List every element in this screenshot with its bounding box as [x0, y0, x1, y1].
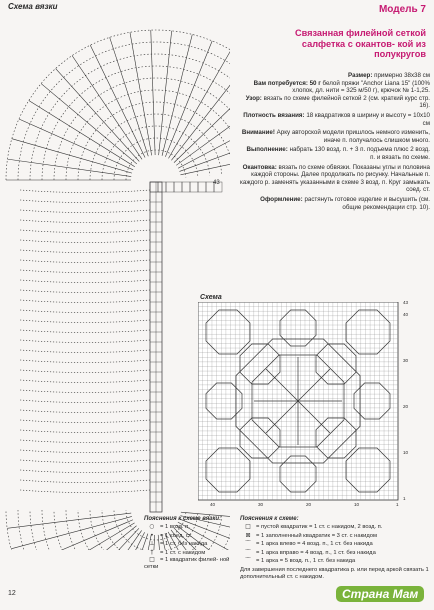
- col-number: 20: [306, 502, 312, 507]
- spec-pattern: Узор: вязать по схеме филейной сеткой 2 (см. краткий курс стр. 16).: [245, 94, 430, 110]
- filet-chart: [198, 302, 402, 510]
- row-number: 40: [403, 312, 409, 317]
- legend-item: ⌒ = 1 арка вправо = 4 возд. п., 1 ст. без накида: [245, 549, 376, 556]
- legend-item: ○ = 1 возд. п.: [149, 524, 190, 530]
- spec-materials: Вам потребуется: 50 г белой пряжи "Anchor Liana 15" (100% хлопок, дл. нити = 325 м/50 г), крючок № 1-1,25.: [253, 79, 430, 95]
- row-number: 10: [403, 450, 409, 455]
- row-number: 43: [403, 300, 409, 305]
- spec-attention: Внимание! Арку авторской модели пришлось немного изменить, иначе п. получалось слишком много.: [241, 129, 430, 144]
- spec-edging: Окантовка: вязать по схеме обвязки. Показаны углы и половина каждой стороны. Далее продолжать по рисунку. Начальные п. каждого р. заменять указанными в схеме 3 возд. п. Круг замыкать соед. ст.: [240, 163, 430, 194]
- spec-block: [240, 72, 430, 211]
- legend-item: † = 1 ст. с накидом: [150, 549, 206, 556]
- legend-item: ⊥ = 1 ст. без накида: [149, 541, 208, 548]
- legend-item: • = 1 соед. ст.: [150, 532, 193, 539]
- legend-item: □ = 1 квадратик филей- ной сетки: [144, 557, 230, 571]
- left-chart-title: Схема вязки: [8, 2, 58, 11]
- legend-left: [144, 516, 234, 571]
- spec-gauge: Плотность вязания: 18 квадратиков в ширину и высоту = 10х10 см: [243, 111, 430, 127]
- row-number: 1: [403, 496, 406, 501]
- model-title: Модель 7: [378, 4, 426, 15]
- legend-item: □ = пустой квадратик = 1 ст. с накидом, 2 возд. п.: [245, 524, 383, 530]
- spec-finishing: Оформление: растянуть готовое изделие и высушить (см. общие рекомендации стр. 10).: [260, 195, 430, 211]
- model-subtitle: Связанная филейной сеткой салфетка с окантов- кой из полукругов: [294, 28, 426, 59]
- col-number: 10: [354, 502, 360, 507]
- watermark-logo: Страна Мам: [336, 586, 424, 602]
- spec-size: Размер: примерно 38х38 см: [348, 72, 430, 79]
- stitch-number: 43: [213, 180, 220, 186]
- col-number: 1: [396, 502, 399, 507]
- chart-label: Схема: [200, 294, 222, 301]
- legend-right-title: Пояснения к схеме:: [240, 516, 299, 522]
- legend-left-title: Пояснения к схеме вязки:: [144, 516, 222, 522]
- legend-right: [240, 516, 430, 581]
- col-number: 30: [258, 502, 264, 507]
- legend-item: ⌒ = 1 арка влево = 4 возд. п., 1 ст. без накида: [245, 541, 373, 548]
- spec-execution: Выполнение: набрать 130 возд. п. + 3 п. подъема плюс 2 возд. п. и вязать по схеме.: [246, 146, 430, 161]
- page-number: 12: [8, 590, 16, 597]
- col-number: 40: [210, 502, 216, 507]
- row-number: 30: [403, 358, 409, 363]
- legend-note: Для завершения последнего квадратика р. или перед аркой связать 1 дополнительный ст. с накидом.: [240, 566, 429, 580]
- legend-item: ⊠ = 1 заполненный квадратик = 3 ст. с накидом: [245, 532, 377, 539]
- legend-item: ⌒ = 1 арка = 5 возд. п., 1 ст. без накида: [245, 558, 356, 565]
- edging-diagram: [0, 10, 230, 550]
- row-number: 20: [403, 404, 409, 409]
